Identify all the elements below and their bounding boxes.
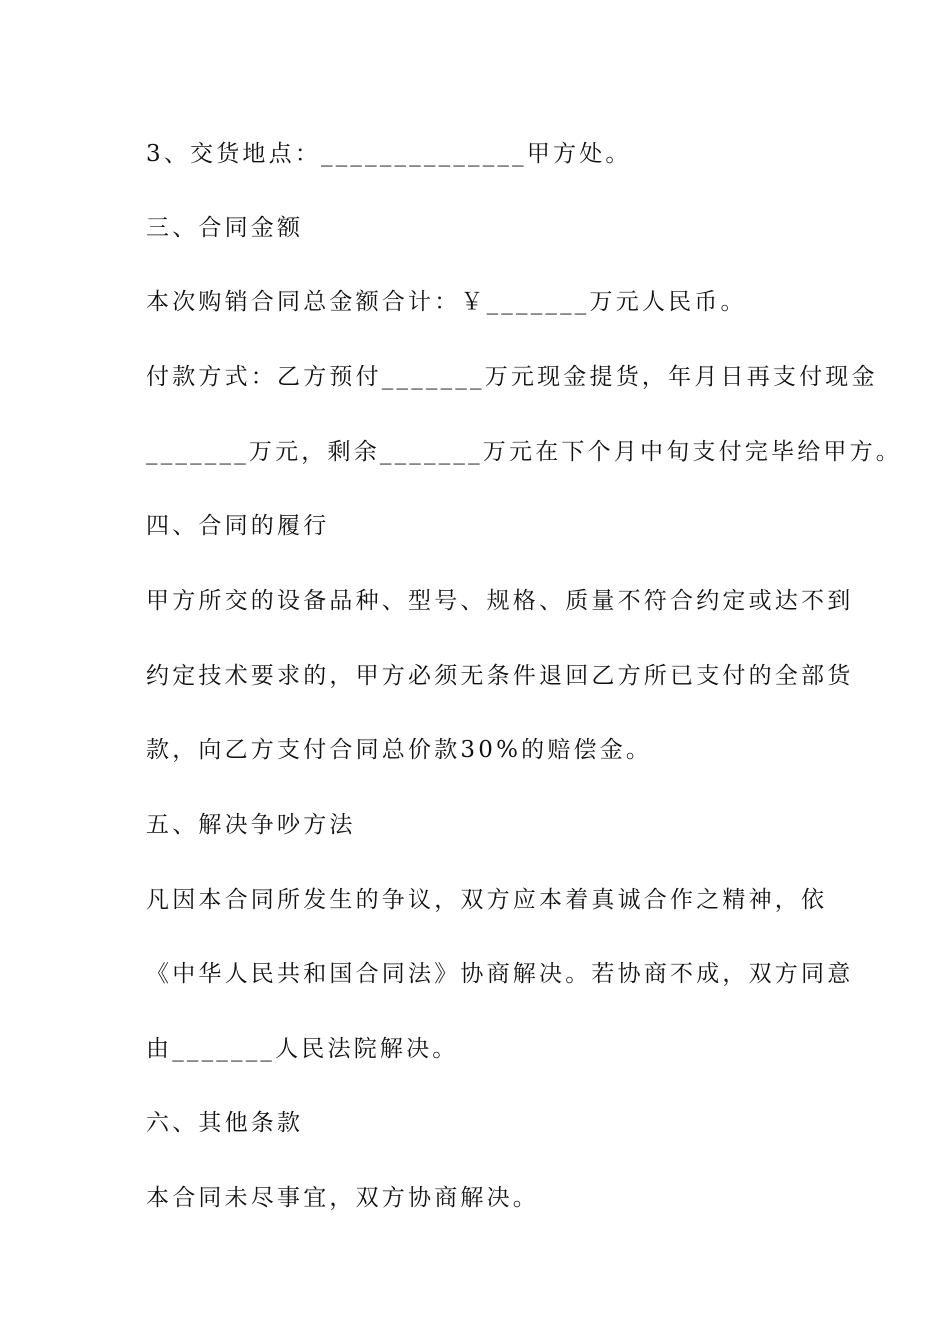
payment-method-clause-line-1: 付款方式：乙方预付_______万元现金提货，年月日再支付现金	[146, 364, 878, 390]
performance-clause-line-1: 甲方所交的设备品种、型号、规格、质量不符合约定或达不到	[146, 588, 854, 614]
performance-clause-line-2: 约定技术要求的，甲方必须无条件退回乙方所已支付的全部货	[146, 663, 854, 689]
section-heading-other-terms: 六、其他条款	[146, 1110, 304, 1136]
other-terms-clause: 本合同未尽事宜，双方协商解决。	[146, 1185, 539, 1211]
dispute-clause-line-1: 凡因本合同所发生的争议，双方应本着真诚合作之精神，依	[146, 887, 828, 913]
section-heading-performance: 四、合同的履行	[146, 513, 330, 539]
performance-clause-line-3: 款，向乙方支付合同总价款30%的赔偿金。	[146, 737, 653, 763]
dispute-clause-line-2: 《中华人民共和国合同法》协商解决。若协商不成，双方同意	[146, 961, 854, 987]
delivery-location-clause: 3、交货地点：______________甲方处。	[146, 141, 632, 167]
dispute-clause-line-3: 由_______人民法院解决。	[146, 1036, 459, 1062]
payment-method-clause-line-2: _______万元，剩余_______万元在下个月中旬支付完毕给甲方。	[146, 439, 902, 465]
section-heading-contract-amount: 三、合同金额	[146, 215, 304, 241]
section-heading-dispute-resolution: 五、解决争吵方法	[146, 812, 356, 838]
total-amount-clause: 本次购销合同总金额合计：￥_______万元人民币。	[146, 289, 747, 315]
